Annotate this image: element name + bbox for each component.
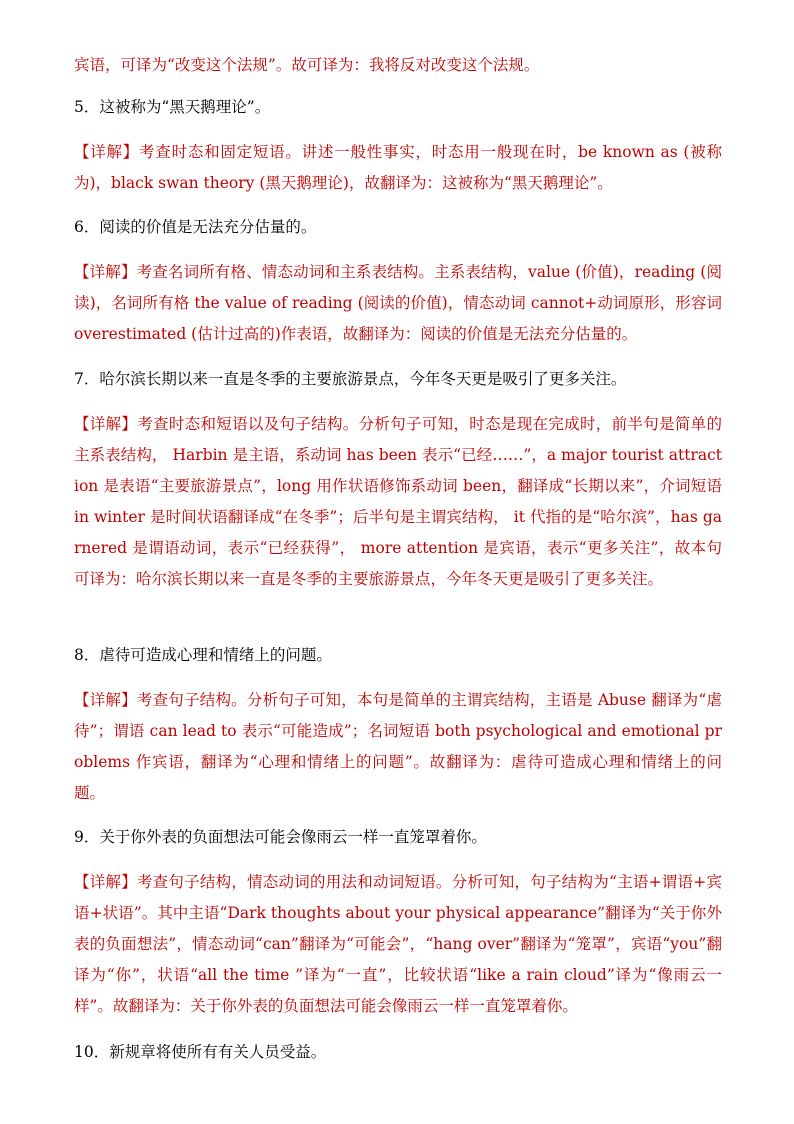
detail-tag: 【详解】 (74, 691, 137, 709)
question-7 (74, 364, 722, 395)
answer-paragraph-7 (74, 409, 722, 595)
question-8 (74, 640, 722, 671)
answer-text: 考查名词所有格、情态动词和主系表结构。主系表结构，value (价值)，reading (阅读)，名词所有格 the value of reading (阅读的价值)，情态动词 cannot+动词原形，形容词 overestimated (估计过高的)作表语，故翻译为：阅读的价值是无法充分估量的。 (74, 263, 722, 343)
question-6 (74, 212, 722, 243)
answer-paragraph-9 (74, 867, 722, 1022)
answer-paragraph-6 (74, 257, 722, 350)
detail-tag: 【详解】 (74, 143, 140, 161)
answer-paragraph-8 (74, 685, 722, 809)
question-text: 6．阅读的价值是无法充分估量的。 (74, 218, 317, 236)
question-9 (74, 822, 722, 853)
detail-tag: 【详解】 (74, 873, 137, 891)
question-text: 10．新规章将使所有有关人员受益。 (74, 1043, 327, 1061)
question-5 (74, 92, 722, 123)
answer-paragraph-5 (74, 137, 722, 199)
question-text: 7．哈尔滨长期以来一直是冬季的主要旅游景点，今年冬天更是吸引了更多关注。 (74, 370, 627, 388)
answer-paragraph-4-tail (74, 50, 722, 81)
question-text: 5．这被称为“黑天鹅理论”。 (74, 98, 271, 116)
question-text: 8．虐待可造成心理和情绪上的问题。 (74, 646, 332, 664)
answer-text: 考查时态和固定短语。讲述一般性事实，时态用一般现在时，be known as (被称为)，black swan theory (黑天鹅理论)，故翻译为：这被称为“黑天鹅理论”。 (74, 143, 722, 192)
detail-tag: 【详解】 (74, 263, 137, 281)
answer-text: 宾语，可译为“改变这个法规”。故可译为：我将反对改变这个法规。 (74, 56, 540, 74)
question-text: 9．关于你外表的负面想法可能会像雨云一样一直笼罩着你。 (74, 828, 487, 846)
answer-text: 考查句子结构。分析句子可知，本句是简单的主谓宾结构，主语是 Abuse 翻译为“虐待”；谓语 can lead to 表示“可能造成”；名词短语 both psychological and emotional problems 作宾语，翻译为“心理和情绪上的问题”。故翻译为：虐待可造成心理和情绪上的问题。 (74, 691, 722, 802)
answer-text: 考查句子结构，情态动词的用法和动词短语。分析可知，句子结构为“主语+谓语+宾语+状语”。其中主语“Dark thoughts about your physical appearance”翻译为“关于你外表的负面想法”，情态动词“can”翻译为“可能会”，“hang over”翻译为“笼罩”，宾语“you”翻译为“你”，状语“all the time ”译为“一直”，比较状语“like a rain cloud”译为“像雨云一样”。故翻译为：关于你外表的负面想法可能会像雨云一样一直笼罩着你。 (74, 873, 722, 1015)
question-10 (74, 1037, 722, 1068)
answer-text: 考查时态和短语以及句子结构。分析句子可知，时态是现在完成时，前半句是简单的主系表结构， Harbin 是主语，系动词 has been 表示“已经……”，a major tourist attraction 是表语“主要旅游景点”，long 用作状语修饰系动词 been，翻译成“长期以来”，介词短语 in winter 是时间状语翻译成“在冬季”；后半句是主谓宾结构， it 代指的是“哈尔滨”，has garnered 是谓语动词，表示“已经获得”， more attention 是宾语，表示“更多关注”，故本句可译为：哈尔滨长期以来一直是冬季的主要旅游景点，今年冬天更是吸引了更多关注。 (74, 415, 722, 588)
detail-tag: 【详解】 (74, 415, 138, 433)
